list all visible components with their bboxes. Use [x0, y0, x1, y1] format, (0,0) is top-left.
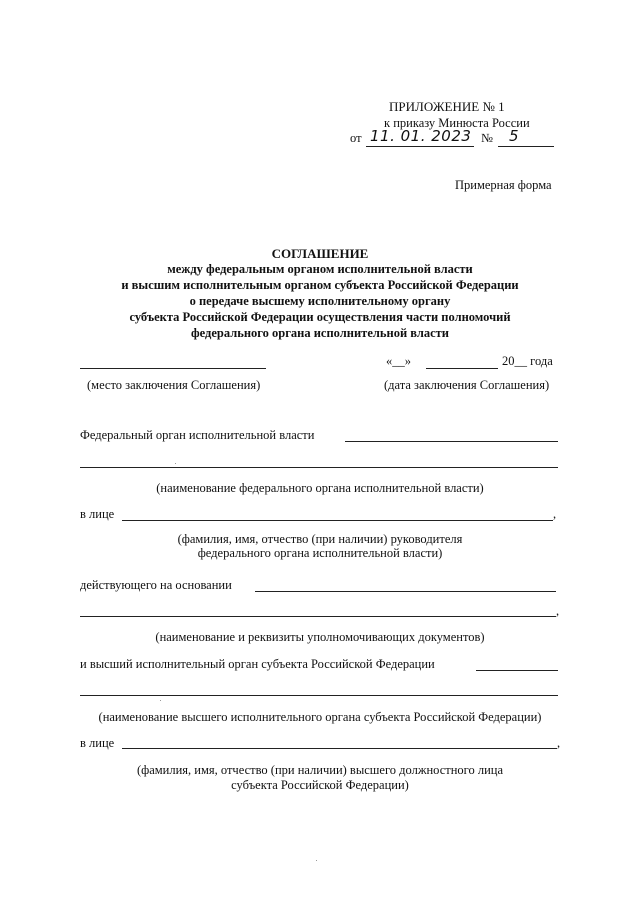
scan-speck — [160, 700, 161, 701]
person-line-2 — [122, 748, 557, 749]
scan-speck — [316, 860, 317, 861]
regional-body-label: и высший исполнительный орган субъекта Российской Федерации — [80, 657, 435, 671]
regional-body-line-1 — [476, 670, 558, 671]
date-caption: (дата заключения Соглашения) — [384, 378, 550, 392]
agreement-subtitle-line-1: между федеральным органом исполнительной власти — [167, 262, 473, 276]
order-reference: к приказу Минюста России — [384, 116, 530, 130]
person-caption-2b: субъекта Российской Федерации) — [231, 778, 409, 792]
place-caption: (место заключения Соглашения) — [87, 378, 261, 392]
person-caption-1a: (фамилия, имя, отчество (при наличии) руководителя — [177, 532, 463, 546]
scan-speck — [175, 463, 176, 464]
agreement-subtitle-line-4: субъекта Российской Федерации осуществления части полномочий — [129, 310, 511, 324]
agreement-subtitle-line-2: и высшим исполнительным органом субъекта Российской Федерации — [121, 278, 519, 292]
regional-body-caption: (наименование высшего исполнительного органа субъекта Российской Федерации) — [98, 710, 542, 724]
order-number-prefix: № — [481, 131, 493, 145]
basis-line-1 — [255, 591, 556, 592]
form-type-label: Примерная форма — [455, 178, 552, 192]
agreement-title: СОГЛАШЕНИЕ — [271, 246, 369, 261]
basis-caption: (наименование и реквизиты уполномочивающих документов) — [155, 630, 485, 644]
comma-2: , — [556, 604, 560, 618]
date-month-line — [426, 368, 498, 369]
regional-body-line-2 — [80, 695, 558, 696]
federal-body-line-2 — [80, 467, 558, 468]
person-caption-2a: (фамилия, имя, отчество (при наличии) высшего должностного лица — [136, 763, 504, 777]
person-line-1 — [122, 520, 553, 521]
agreement-subtitle-line-3: о передаче высшему исполнительному органу — [189, 294, 451, 308]
appendix-heading: ПРИЛОЖЕНИЕ № 1 — [389, 99, 505, 114]
basis-label: действующего на основании — [80, 578, 232, 592]
person-label-2: в лице — [80, 736, 115, 750]
comma-3: , — [557, 736, 561, 750]
person-label-1: в лице — [80, 507, 115, 521]
basis-line-2 — [80, 616, 556, 617]
order-number-underline — [498, 146, 554, 147]
order-date-prefix: от — [350, 131, 362, 145]
date-year-template: 20__ года — [502, 354, 553, 368]
federal-body-caption: (наименование федерального органа исполнительной власти) — [156, 481, 484, 495]
person-caption-1b: федерального органа исполнительной власти) — [197, 546, 443, 560]
comma-1: , — [553, 507, 557, 521]
place-field-line — [80, 368, 266, 369]
order-date-underline — [366, 146, 474, 147]
federal-body-line-1 — [345, 441, 558, 442]
federal-body-label: Федеральный орган исполнительной власти — [80, 428, 315, 442]
date-day-template: «__» — [386, 354, 411, 368]
order-date-handwritten: 11. 01. 2023 — [370, 127, 472, 145]
order-number-handwritten: 5 — [509, 127, 520, 145]
agreement-subtitle-line-5: федерального органа исполнительной власти — [190, 326, 450, 340]
